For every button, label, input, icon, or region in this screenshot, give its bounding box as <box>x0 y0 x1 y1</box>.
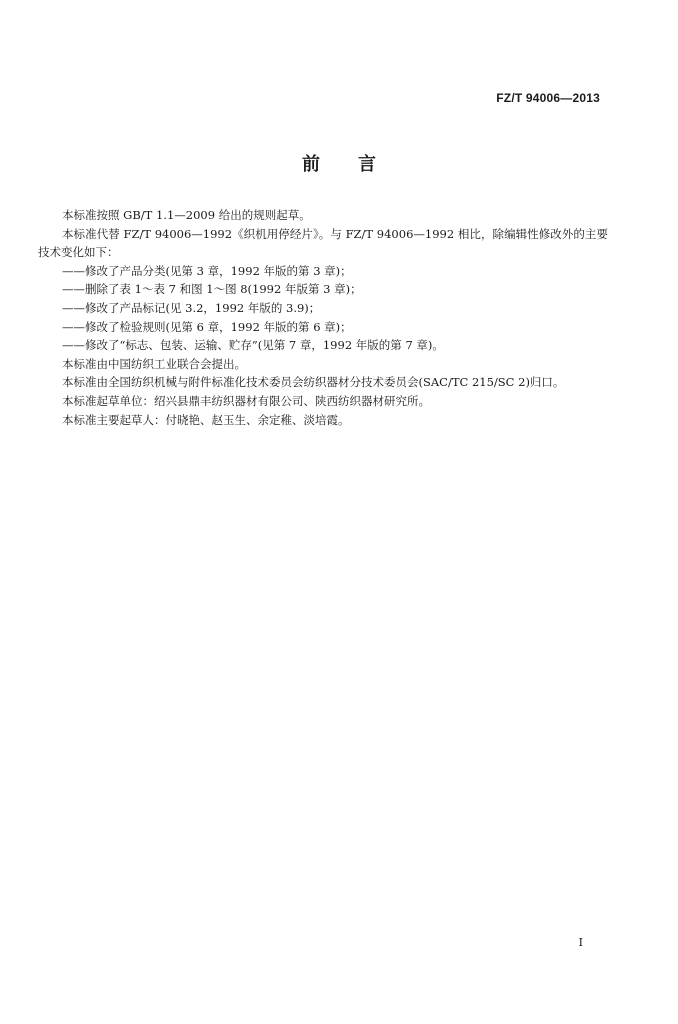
list-item: ——删除了表 1～表 7 和图 1～图 8(1992 年版第 3 章)； <box>62 282 362 297</box>
paragraph-drafting-rules: 本标准按照 GB/T 1.1—2009 给出的规则起草。 <box>62 208 311 222</box>
list-item: ——修改了检验规则(见第 6 章，1992 年版的第 6 章)； <box>62 319 352 334</box>
list-item: ——修改了产品分类(见第 3 章，1992 年版的第 3 章)； <box>62 263 352 278</box>
list-item: ——修改了“标志、包装、运输、贮存”(见第 7 章，1992 年版的第 7 章)。 <box>62 338 444 353</box>
list-item: ——修改了产品标记(见 3.2，1992 年版的 3.9)； <box>62 300 321 315</box>
standard-code: FZ/T 94006—2013 <box>496 91 600 105</box>
page-number: I <box>578 936 583 949</box>
document-body <box>38 206 608 429</box>
paragraph-committee: 本标准由全国纺织机械与附件标准化技术委员会纺织器材分技术委员会(SAC/TC 215/SC 2)归口。 <box>62 375 565 390</box>
paragraph-drafting-units: 本标准起草单位：绍兴县鼎丰纺织器材有限公司、陕西纺织器材研究所。 <box>62 393 430 408</box>
paragraph-drafters: 本标准主要起草人：付晓艳、赵玉生、余定稚、淡培霞。 <box>62 412 350 427</box>
page-title: 前言 <box>302 154 414 175</box>
paragraph-proposer: 本标准由中国纺织工业联合会提出。 <box>62 356 246 371</box>
paragraph-replacement: 本标准代替 FZ/T 94006—1992《织机用停经片》。与 FZ/T 94006—1992 相比，除编辑性修改外的主要技术变化如下： <box>38 226 608 260</box>
